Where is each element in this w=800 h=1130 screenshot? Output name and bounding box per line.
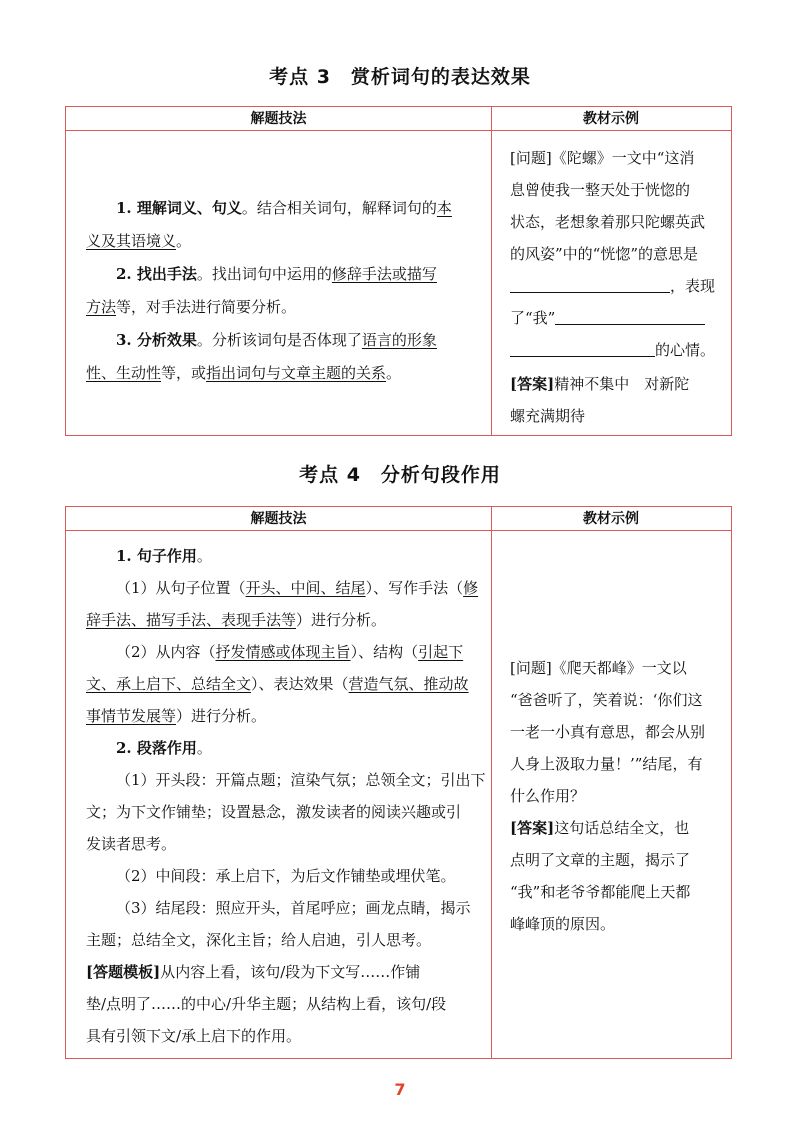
section4-right-line: [问题]《爬天都峰》一文以 <box>510 659 687 677</box>
section3-right-line: [问题]《陀螺》一文中“这消 <box>510 149 695 167</box>
section3-right-line: 的风姿”中的“恍惚”的意思是 <box>510 245 699 263</box>
section4-left-line: 2. 段落作用。 <box>116 739 212 757</box>
section3-head-right: 教材示例 <box>583 111 639 127</box>
section4-head-right: 教材示例 <box>583 511 639 527</box>
section4-left-line: 主题；总结全文，深化主旨；给人启迪，引人思考。 <box>86 931 432 949</box>
section3-right-line: ，表现 <box>510 275 715 296</box>
section4-right-line: “爸爸听了，笑着说：‘你们这 <box>510 691 703 709</box>
section3-left-line: 2. 找出手法。找出词句中运用的修辞手法或描写 <box>116 265 437 283</box>
section4-right-line: 人身上汲取力量！’”结尾，有 <box>510 755 703 773</box>
answer-blank <box>555 309 705 325</box>
section3-right-line: 螺充满期待 <box>510 407 586 425</box>
section3-left-line: 1. 理解词义、句义。结合相关词句，解释词句的本 <box>116 199 452 217</box>
answer-blank <box>510 341 655 357</box>
section4-head-left: 解题技法 <box>250 511 307 527</box>
section4-left-line: 文、承上启下、总结全文）、表达效果（营造气氛、推动故 <box>86 675 469 693</box>
section4-right-line: 峰峰顶的原因。 <box>510 915 616 933</box>
section3-right-line: 状态，老想象着那只陀螺英武 <box>510 213 706 231</box>
section4-right-line: [答案]这句话总结全文，也 <box>510 819 690 837</box>
section3-title: 考点 3 赏析词句的表达效果 <box>269 66 531 88</box>
section3-example-cell <box>492 107 731 433</box>
section4-left-line: 文；为下文作铺垫；设置悬念，激发读者的阅读兴趣或引 <box>86 803 462 821</box>
section4-technique-cell <box>66 507 491 1056</box>
section4-left-line: 发读者思考。 <box>86 835 177 853</box>
section4-table <box>65 506 732 1059</box>
section4-example-cell <box>492 507 731 1056</box>
section3-table <box>65 106 732 436</box>
template-label: [答题模板] <box>86 963 161 981</box>
section4-left-line: （2）中间段：承上启下，为后文作铺垫或埋伏笔。 <box>116 867 456 885</box>
section3-left-line: 方法等，对手法进行简要分析。 <box>86 298 297 316</box>
section4-right-line: “我”和老爷爷都能爬上天都 <box>510 883 691 901</box>
section3-technique-cell <box>66 107 491 433</box>
section4-left-line: （2）从内容（抒发情感或体现主旨）、结构（引起下 <box>116 643 464 661</box>
section4-left-line: （1）开头段：开篇点题；渲染气氛；总领全文；引出下 <box>116 771 486 789</box>
section3-right-line: [答案]精神不集中 对新陀 <box>510 375 690 393</box>
section4-left-line: [答题模板]从内容上看，该句/段为下文写……作铺 <box>86 963 421 981</box>
section4-left-line: （1）从句子位置（开头、中间、结尾）、写作手法（修 <box>116 579 479 597</box>
section4-left-line: 具有引领下文/承上启下的作用。 <box>86 1027 302 1045</box>
section3-head-left: 解题技法 <box>250 111 307 127</box>
section4-title: 考点 4 分析句段作用 <box>299 464 501 486</box>
answer-label: [答案] <box>510 375 555 393</box>
section4-left-line: 垫/点明了……的中心/升华主题；从结构上看，该句/段 <box>86 995 447 1013</box>
page-number: 7 <box>394 1080 406 1099</box>
answer-blank <box>510 277 670 293</box>
section3-right-line: 的心情。 <box>510 339 715 360</box>
section4-left-line: 1. 句子作用。 <box>116 547 212 565</box>
answer-label: [答案] <box>510 819 555 837</box>
section3-left-line: 性、生动性等，或指出词句与文章主题的关系。 <box>86 364 402 382</box>
section4-left-line: （3）结尾段：照应开头，首尾呼应；画龙点睛，揭示 <box>116 899 471 917</box>
section3-left-line: 3. 分析效果。分析该词句是否体现了语言的形象 <box>116 331 437 349</box>
section3-right-line: 息曾使我一整天处于恍惚的 <box>510 181 691 199</box>
section4-right-line: 一老一小真有意思，都会从别 <box>510 723 706 741</box>
section4-left-line: 辞手法、描写手法、表现手法等）进行分析。 <box>86 611 387 629</box>
section3-left-line: 义及其语境义。 <box>86 232 192 250</box>
section4-right-line: 什么作用？ <box>510 787 586 805</box>
section4-left-line: 事情节发展等）进行分析。 <box>86 707 267 725</box>
section4-right-line: 点明了文章的主题，揭示了 <box>510 851 691 869</box>
section3-right-line: 了“我” <box>510 307 705 328</box>
